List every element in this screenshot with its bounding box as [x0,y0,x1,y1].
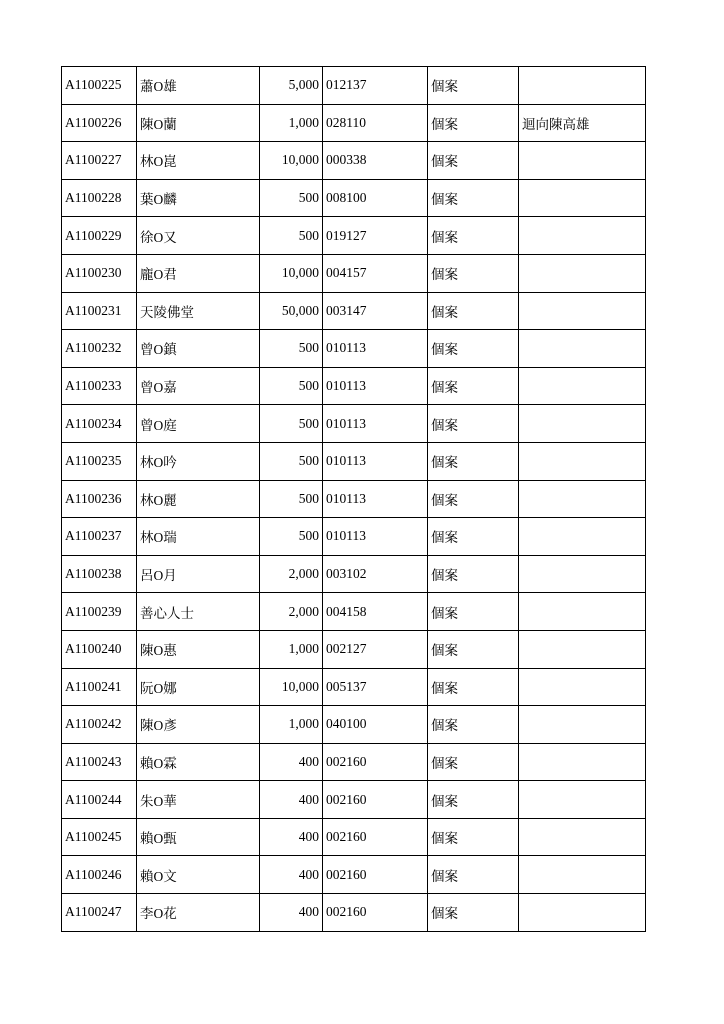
type-cell: 個案 [428,67,519,105]
donation-table [61,66,646,932]
type-cell: 個案 [428,743,519,781]
table-row [62,442,646,480]
record-id-cell: A1100243 [62,743,137,781]
donor-name-cell: 曾O嘉 [137,367,260,405]
amount-cell: 10,000 [260,254,323,292]
note-cell [519,668,646,706]
code-cell: 004157 [323,254,428,292]
record-id-cell: A1100241 [62,668,137,706]
amount-cell: 400 [260,856,323,894]
code-cell: 002160 [323,894,428,932]
amount-cell: 500 [260,367,323,405]
amount-cell: 500 [260,330,323,368]
amount-cell: 2,000 [260,593,323,631]
amount-cell: 1,000 [260,104,323,142]
note-cell [519,856,646,894]
table-row [62,292,646,330]
amount-cell: 500 [260,405,323,443]
record-id-cell: A1100238 [62,555,137,593]
amount-cell: 400 [260,781,323,819]
type-cell: 個案 [428,781,519,819]
record-id-cell: A1100239 [62,593,137,631]
code-cell: 002160 [323,818,428,856]
table-row [62,217,646,255]
table-row [62,706,646,744]
donor-name-cell: 阮O娜 [137,668,260,706]
note-cell [519,367,646,405]
code-cell: 010113 [323,330,428,368]
donor-name-cell: 善心人士 [137,593,260,631]
table-row [62,330,646,368]
type-cell: 個案 [428,555,519,593]
type-cell: 個案 [428,630,519,668]
code-cell: 002160 [323,781,428,819]
code-cell: 012137 [323,67,428,105]
donor-name-cell: 賴O文 [137,856,260,894]
amount-cell: 400 [260,818,323,856]
code-cell: 010113 [323,367,428,405]
amount-cell: 500 [260,442,323,480]
amount-cell: 10,000 [260,668,323,706]
table-row [62,894,646,932]
amount-cell: 1,000 [260,706,323,744]
record-id-cell: A1100240 [62,630,137,668]
code-cell: 008100 [323,179,428,217]
table-row [62,142,646,180]
table-row [62,367,646,405]
donor-name-cell: 天陵佛堂 [137,292,260,330]
record-id-cell: A1100246 [62,856,137,894]
code-cell: 028110 [323,104,428,142]
amount-cell: 2,000 [260,555,323,593]
table-row [62,405,646,443]
amount-cell: 10,000 [260,142,323,180]
code-cell: 010113 [323,442,428,480]
note-cell [519,217,646,255]
code-cell: 002160 [323,743,428,781]
type-cell: 個案 [428,142,519,180]
note-cell [519,179,646,217]
type-cell: 個案 [428,330,519,368]
code-cell: 010113 [323,405,428,443]
type-cell: 個案 [428,706,519,744]
table-row [62,781,646,819]
type-cell: 個案 [428,518,519,556]
record-id-cell: A1100227 [62,142,137,180]
donor-name-cell: 賴O霖 [137,743,260,781]
table-row [62,179,646,217]
donor-name-cell: 林O麗 [137,480,260,518]
table-row [62,668,646,706]
note-cell [519,442,646,480]
note-cell [519,292,646,330]
donor-name-cell: 陳O彥 [137,706,260,744]
note-cell [519,405,646,443]
type-cell: 個案 [428,668,519,706]
type-cell: 個案 [428,894,519,932]
code-cell: 003147 [323,292,428,330]
note-cell: 迴向陳高雄 [519,104,646,142]
record-id-cell: A1100232 [62,330,137,368]
record-id-cell: A1100231 [62,292,137,330]
table-row [62,818,646,856]
type-cell: 個案 [428,405,519,443]
type-cell: 個案 [428,856,519,894]
donor-name-cell: 林O瑞 [137,518,260,556]
type-cell: 個案 [428,593,519,631]
record-id-cell: A1100235 [62,442,137,480]
note-cell [519,518,646,556]
code-cell: 040100 [323,706,428,744]
donor-name-cell: 林O吟 [137,442,260,480]
record-id-cell: A1100244 [62,781,137,819]
code-cell: 005137 [323,668,428,706]
code-cell: 003102 [323,555,428,593]
note-cell [519,142,646,180]
donor-name-cell: 林O崑 [137,142,260,180]
amount-cell: 50,000 [260,292,323,330]
code-cell: 002127 [323,630,428,668]
table-row [62,518,646,556]
amount-cell: 400 [260,894,323,932]
note-cell [519,254,646,292]
type-cell: 個案 [428,442,519,480]
note-cell [519,330,646,368]
table-row [62,67,646,105]
code-cell: 010113 [323,480,428,518]
type-cell: 個案 [428,367,519,405]
table-row [62,555,646,593]
table-body [62,67,646,932]
record-id-cell: A1100236 [62,480,137,518]
donor-name-cell: 曾O鎮 [137,330,260,368]
record-id-cell: A1100225 [62,67,137,105]
record-id-cell: A1100228 [62,179,137,217]
amount-cell: 400 [260,743,323,781]
code-cell: 010113 [323,518,428,556]
record-id-cell: A1100234 [62,405,137,443]
table-row [62,593,646,631]
type-cell: 個案 [428,104,519,142]
type-cell: 個案 [428,217,519,255]
donor-name-cell: 蕭O雄 [137,67,260,105]
donor-name-cell: 陳O蘭 [137,104,260,142]
table-row [62,254,646,292]
code-cell: 000338 [323,142,428,180]
type-cell: 個案 [428,254,519,292]
note-cell [519,818,646,856]
type-cell: 個案 [428,818,519,856]
record-id-cell: A1100233 [62,367,137,405]
note-cell [519,743,646,781]
type-cell: 個案 [428,179,519,217]
donor-name-cell: 徐O又 [137,217,260,255]
type-cell: 個案 [428,292,519,330]
note-cell [519,630,646,668]
donor-name-cell: 陳O惠 [137,630,260,668]
record-id-cell: A1100237 [62,518,137,556]
note-cell [519,706,646,744]
amount-cell: 500 [260,179,323,217]
note-cell [519,480,646,518]
donor-name-cell: 朱O華 [137,781,260,819]
note-cell [519,67,646,105]
note-cell [519,555,646,593]
donor-name-cell: 賴O甄 [137,818,260,856]
amount-cell: 500 [260,480,323,518]
note-cell [519,894,646,932]
record-id-cell: A1100247 [62,894,137,932]
code-cell: 002160 [323,856,428,894]
record-id-cell: A1100226 [62,104,137,142]
record-id-cell: A1100229 [62,217,137,255]
donor-name-cell: 呂O月 [137,555,260,593]
table-row [62,630,646,668]
record-id-cell: A1100245 [62,818,137,856]
table-row [62,743,646,781]
amount-cell: 5,000 [260,67,323,105]
table-row [62,856,646,894]
amount-cell: 500 [260,217,323,255]
note-cell [519,593,646,631]
donor-name-cell: 李O花 [137,894,260,932]
amount-cell: 500 [260,518,323,556]
donor-name-cell: 龐O君 [137,254,260,292]
donor-name-cell: 曾O庭 [137,405,260,443]
amount-cell: 1,000 [260,630,323,668]
type-cell: 個案 [428,480,519,518]
code-cell: 004158 [323,593,428,631]
donor-name-cell: 葉O麟 [137,179,260,217]
record-id-cell: A1100242 [62,706,137,744]
record-id-cell: A1100230 [62,254,137,292]
code-cell: 019127 [323,217,428,255]
note-cell [519,781,646,819]
table-row [62,104,646,142]
table-row [62,480,646,518]
